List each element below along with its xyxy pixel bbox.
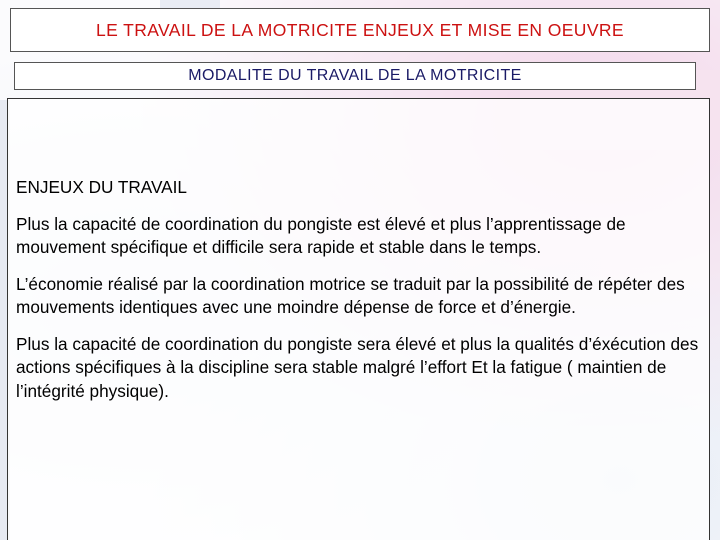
page-title: LE TRAVAIL DE LA MOTRICITE ENJEUX ET MISE EN OEUVRE xyxy=(95,19,625,40)
page-subtitle: MODALITE DU TRAVAIL DE LA MOTRICITE xyxy=(188,67,522,84)
paragraph-1: Plus la capacité de coordination du pongiste est élevé et plus l’apprentissage de mouvement spécifique et difficile sera rapide et stable dans le temps. xyxy=(16,213,626,257)
title-banner xyxy=(10,8,710,52)
paragraph-3: Plus la capacité de coordination du pongiste sera élevé et plus la qualités d’éxécution des actions spécifiques à la discipline sera stable malgré l’effort Et la fatigue ( maintien de l’intégrité physique). xyxy=(16,333,699,401)
paragraph-2: L’économie réalisé par la coordination motrice se traduit par la possibilité de répéter des mouvements identiques avec une moindre dépense de force et d’énergie. xyxy=(16,273,685,317)
section-heading: ENJEUX DU TRAVAIL xyxy=(16,177,187,197)
content-body xyxy=(16,176,706,416)
subtitle-banner xyxy=(14,62,696,90)
